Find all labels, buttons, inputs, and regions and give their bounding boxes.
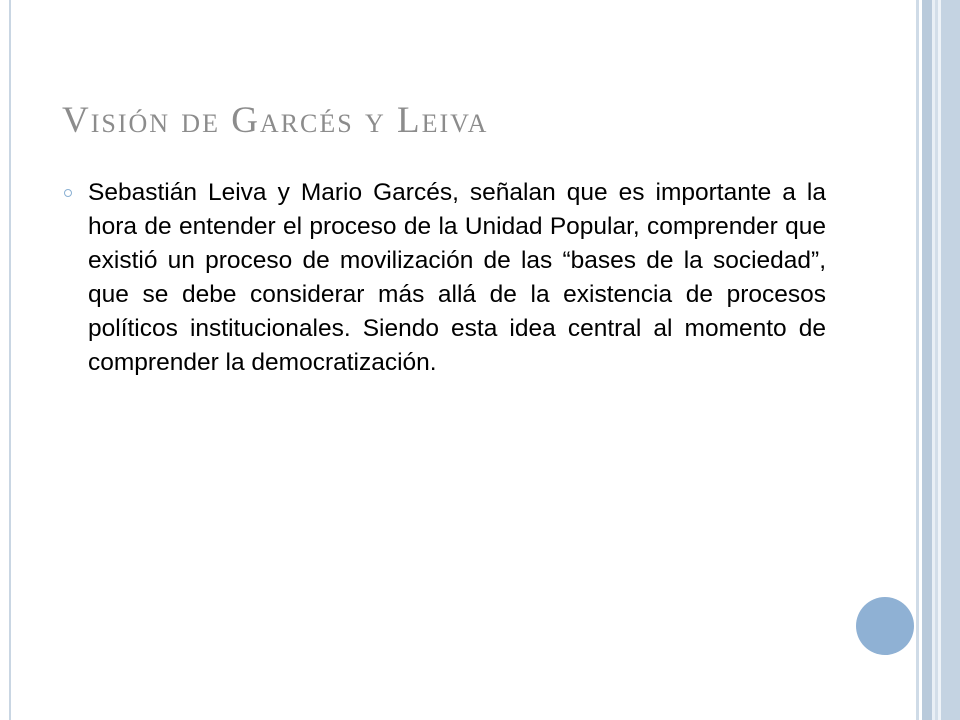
bullet-text: Sebastián Leiva y Mario Garcés, señalan que es importante a la hora de entender el proceso de la Unidad Popular, comprender que existió un proceso de movilización de las “bases de la sociedad”, que se debe considerar más allá de la existencia de procesos políticos institucionales. Siendo esta idea central al momento de comprender la democratización.: [88, 179, 826, 376]
slide-title: Visión de Garcés y Leiva: [62, 100, 489, 141]
circle-outline-icon: [64, 189, 72, 197]
decor-stripe: [922, 0, 932, 720]
decorative-circle: [856, 597, 914, 655]
bullet-list: [64, 176, 826, 380]
decor-stripe: [941, 0, 960, 720]
decor-stripe: [916, 0, 919, 720]
left-frame-line: [9, 0, 11, 720]
bullet-item: [64, 176, 826, 380]
